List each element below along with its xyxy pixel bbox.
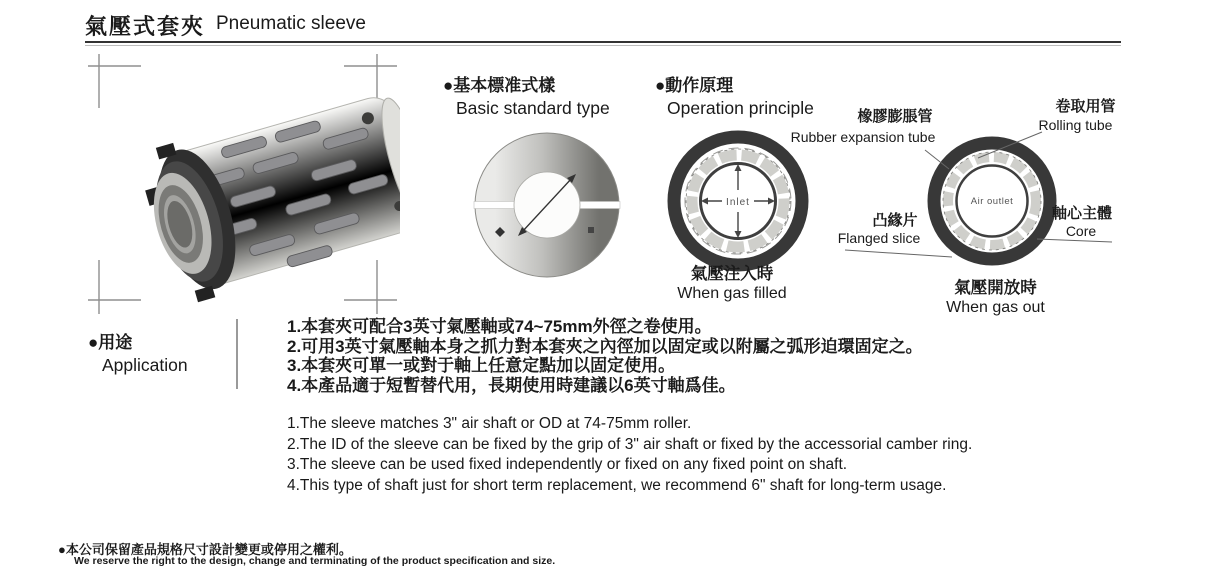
- operation-heading-zh: ●動作原理: [655, 76, 734, 95]
- rubber-tube-label-zh: 橡膠膨脹管: [857, 108, 933, 125]
- gas-out-caption: [918, 274, 1073, 317]
- page-title-en: Pneumatic sleeve: [216, 13, 366, 34]
- rubber-tube-label-en: Rubber expansion tube: [790, 129, 936, 145]
- application-divider: [236, 319, 238, 389]
- application-note-zh-1: 1.本套夾可配合3英寸氣壓軸或74~75mm外徑之卷使用。: [287, 317, 712, 336]
- gas-filled-diagram: [665, 128, 811, 274]
- basic-standard-heading-en: Basic standard type: [456, 98, 610, 118]
- page-title-zh: 氣壓式套夾: [85, 14, 206, 39]
- flanged-slice-label-en: Flanged slice: [837, 230, 921, 246]
- application-notes-zh: [287, 317, 987, 395]
- gas-filled-caption-zh: 氣壓注入時: [690, 265, 774, 283]
- core-label-zh: 軸心主體: [1051, 205, 1112, 222]
- application-heading-en: Application: [102, 355, 188, 375]
- title-rule: [85, 41, 1121, 46]
- application-note-zh-4: 4.本產品適于短暫替代用，長期使用時建議以6英寸軸爲佳。: [287, 375, 736, 395]
- operation-heading-en: Operation principle: [667, 98, 814, 118]
- gas-filled-caption: [658, 260, 806, 303]
- application-note-en-1: 1.The sleeve matches 3" air shaft or OD at 74-75mm roller.: [287, 415, 692, 432]
- footer-note-en: We reserve the right to the design, change and terminating of the product specification and size.: [74, 555, 556, 567]
- gas-filled-caption-en: When gas filled: [677, 285, 787, 302]
- core-label-en: Core: [1065, 223, 1097, 239]
- application-heading-zh: ●用途: [88, 333, 133, 352]
- application-note-zh-2: 2.可用3英寸氣壓軸本身之抓力對本套夾之內徑加以固定或以附屬之弧形迫環固定之。: [287, 336, 923, 356]
- gas-out-diagram: [925, 134, 1059, 268]
- application-note-en-4: 4.This type of shaft just for short term replacement, we recommend 6" shaft for long-term usage.: [287, 476, 947, 494]
- basic-standard-diagram: [452, 130, 642, 280]
- product-photo: [85, 52, 400, 317]
- application-note-en-2: 2.The ID of the sleeve can be fixed by the grip of 3" air shaft or fixed by the accessorial camber ring.: [287, 435, 973, 453]
- application-notes-en: [287, 414, 1097, 496]
- application-note-en-3: 3.The sleeve can be used fixed independently or fixed on any fixed point on shaft.: [287, 456, 848, 473]
- flanged-slice-label-zh: 凸緣片: [872, 212, 918, 229]
- page-number-cropped: [600, 575, 628, 582]
- basic-standard-heading-zh: ●基本標准式樣: [443, 76, 556, 95]
- gas-out-caption-zh: 氣壓開放時: [954, 279, 1037, 297]
- air-outlet-label: Air outlet: [970, 196, 1014, 207]
- rolling-tube-label-zh: 卷取用管: [1055, 98, 1116, 115]
- pneumatic-sleeve-image: [135, 76, 400, 308]
- rolling-tube-label-en: Rolling tube: [1038, 117, 1113, 133]
- gas-out-caption-en: When gas out: [946, 299, 1045, 316]
- footer-note-zh: ●本公司保留產品規格尺寸設計變更或停用之權利。: [58, 542, 352, 557]
- application-note-zh-3: 3.本套夾可單一或對于軸上任意定點加以固定使用。: [287, 356, 676, 375]
- inlet-label: Inlet: [726, 197, 750, 208]
